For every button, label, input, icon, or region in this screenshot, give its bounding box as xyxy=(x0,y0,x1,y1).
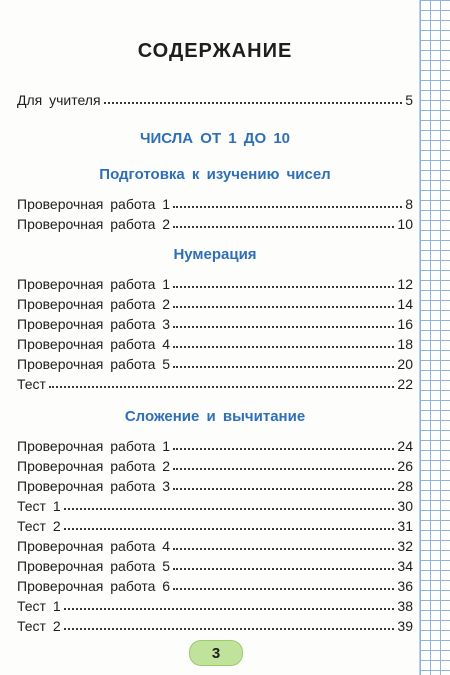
dot-leader xyxy=(173,568,394,570)
section-title-numeration: Нумерация xyxy=(173,246,257,263)
toc-row-page: 18 xyxy=(397,336,413,352)
toc-row-page: 24 xyxy=(397,438,413,454)
dot-leader xyxy=(173,448,394,450)
page-number-badge: 3 xyxy=(189,640,243,666)
dot-leader xyxy=(173,226,394,228)
toc-row[interactable] xyxy=(17,434,413,454)
toc-row[interactable] xyxy=(17,594,413,614)
toc-row-label: Тест 1 xyxy=(17,498,61,514)
toc-row-label: Проверочная работа 2 xyxy=(17,296,171,312)
section-title-preparation: Подготовка к изучению чисел xyxy=(99,166,331,183)
toc-row-label: Тест xyxy=(17,376,46,392)
toc-row[interactable] xyxy=(17,332,413,352)
dot-leader xyxy=(173,326,394,328)
toc-row-page: 20 xyxy=(397,356,413,372)
dot-leader xyxy=(173,366,394,368)
dot-leader xyxy=(173,306,394,308)
toc-row[interactable] xyxy=(17,312,413,332)
dot-leader xyxy=(173,206,402,208)
toc-row-label: Проверочная работа 3 xyxy=(17,316,171,332)
dot-leader xyxy=(64,508,395,510)
dot-leader xyxy=(64,528,395,530)
toc-row-label: Проверочная работа 4 xyxy=(17,538,171,554)
toc-row-page: 16 xyxy=(397,316,413,332)
toc-row-label: Проверочная работа 3 xyxy=(17,478,171,494)
toc-row-page: 39 xyxy=(397,618,413,634)
toc-row-label: Проверочная работа 5 xyxy=(17,356,171,372)
toc-row-page: 30 xyxy=(397,498,413,514)
dot-leader xyxy=(49,386,394,388)
toc-row-page: 31 xyxy=(397,518,413,534)
toc-row-label: Тест 1 xyxy=(17,598,61,614)
dot-leader xyxy=(173,346,394,348)
toc-row-page: 5 xyxy=(405,92,413,108)
toc-row[interactable] xyxy=(17,454,413,474)
toc-row[interactable] xyxy=(17,554,413,574)
toc-row-label: Проверочная работа 2 xyxy=(17,216,171,232)
toc-row-page: 26 xyxy=(397,458,413,474)
toc-row-label: Проверочная работа 5 xyxy=(17,558,171,574)
toc-row-page: 10 xyxy=(397,216,413,232)
dot-leader xyxy=(173,468,394,470)
toc-row[interactable] xyxy=(17,212,413,232)
toc-row-label: Для учителя xyxy=(17,92,101,108)
toc-row-page: 8 xyxy=(405,196,413,212)
toc-row-label: Проверочная работа 1 xyxy=(17,276,171,292)
toc-row-page: 22 xyxy=(397,376,413,392)
toc-row-label: Тест 2 xyxy=(17,518,61,534)
toc-row[interactable] xyxy=(17,292,413,312)
toc-row[interactable] xyxy=(17,372,413,392)
dot-leader xyxy=(104,102,403,104)
toc-row[interactable] xyxy=(17,494,413,514)
toc-row-page: 38 xyxy=(397,598,413,614)
toc-row-label: Проверочная работа 4 xyxy=(17,336,171,352)
toc-row[interactable] xyxy=(17,352,413,372)
toc-row-teacher[interactable] xyxy=(17,88,413,108)
toc-row[interactable] xyxy=(17,272,413,292)
toc-row-page: 14 xyxy=(397,296,413,312)
dot-leader xyxy=(173,588,394,590)
toc-row-page: 12 xyxy=(397,276,413,292)
toc-row[interactable] xyxy=(17,534,413,554)
toc-row-label: Проверочная работа 6 xyxy=(17,578,171,594)
toc-row-label: Проверочная работа 1 xyxy=(17,196,171,212)
toc-row-page: 28 xyxy=(397,478,413,494)
graph-paper-margin xyxy=(420,0,450,675)
toc-row-label: Проверочная работа 2 xyxy=(17,458,171,474)
page-title: СОДЕРЖАНИЕ xyxy=(137,40,293,62)
dot-leader xyxy=(173,548,394,550)
toc-row[interactable] xyxy=(17,514,413,534)
toc-row[interactable] xyxy=(17,192,413,212)
section-title-addition-subtraction: Сложение и вычитание xyxy=(124,408,306,425)
toc-row-page: 32 xyxy=(397,538,413,554)
toc-row-label: Проверочная работа 1 xyxy=(17,438,171,454)
toc-row[interactable] xyxy=(17,574,413,594)
toc-row-page: 34 xyxy=(397,558,413,574)
toc-row[interactable] xyxy=(17,474,413,494)
chapter-heading: ЧИСЛА ОТ 1 ДО 10 xyxy=(139,130,291,147)
dot-leader xyxy=(173,286,394,288)
toc-row-page: 36 xyxy=(397,578,413,594)
dot-leader xyxy=(64,628,395,630)
dot-leader xyxy=(64,608,395,610)
toc-row-label: Тест 2 xyxy=(17,618,61,634)
dot-leader xyxy=(173,488,394,490)
toc-row[interactable] xyxy=(17,614,413,634)
